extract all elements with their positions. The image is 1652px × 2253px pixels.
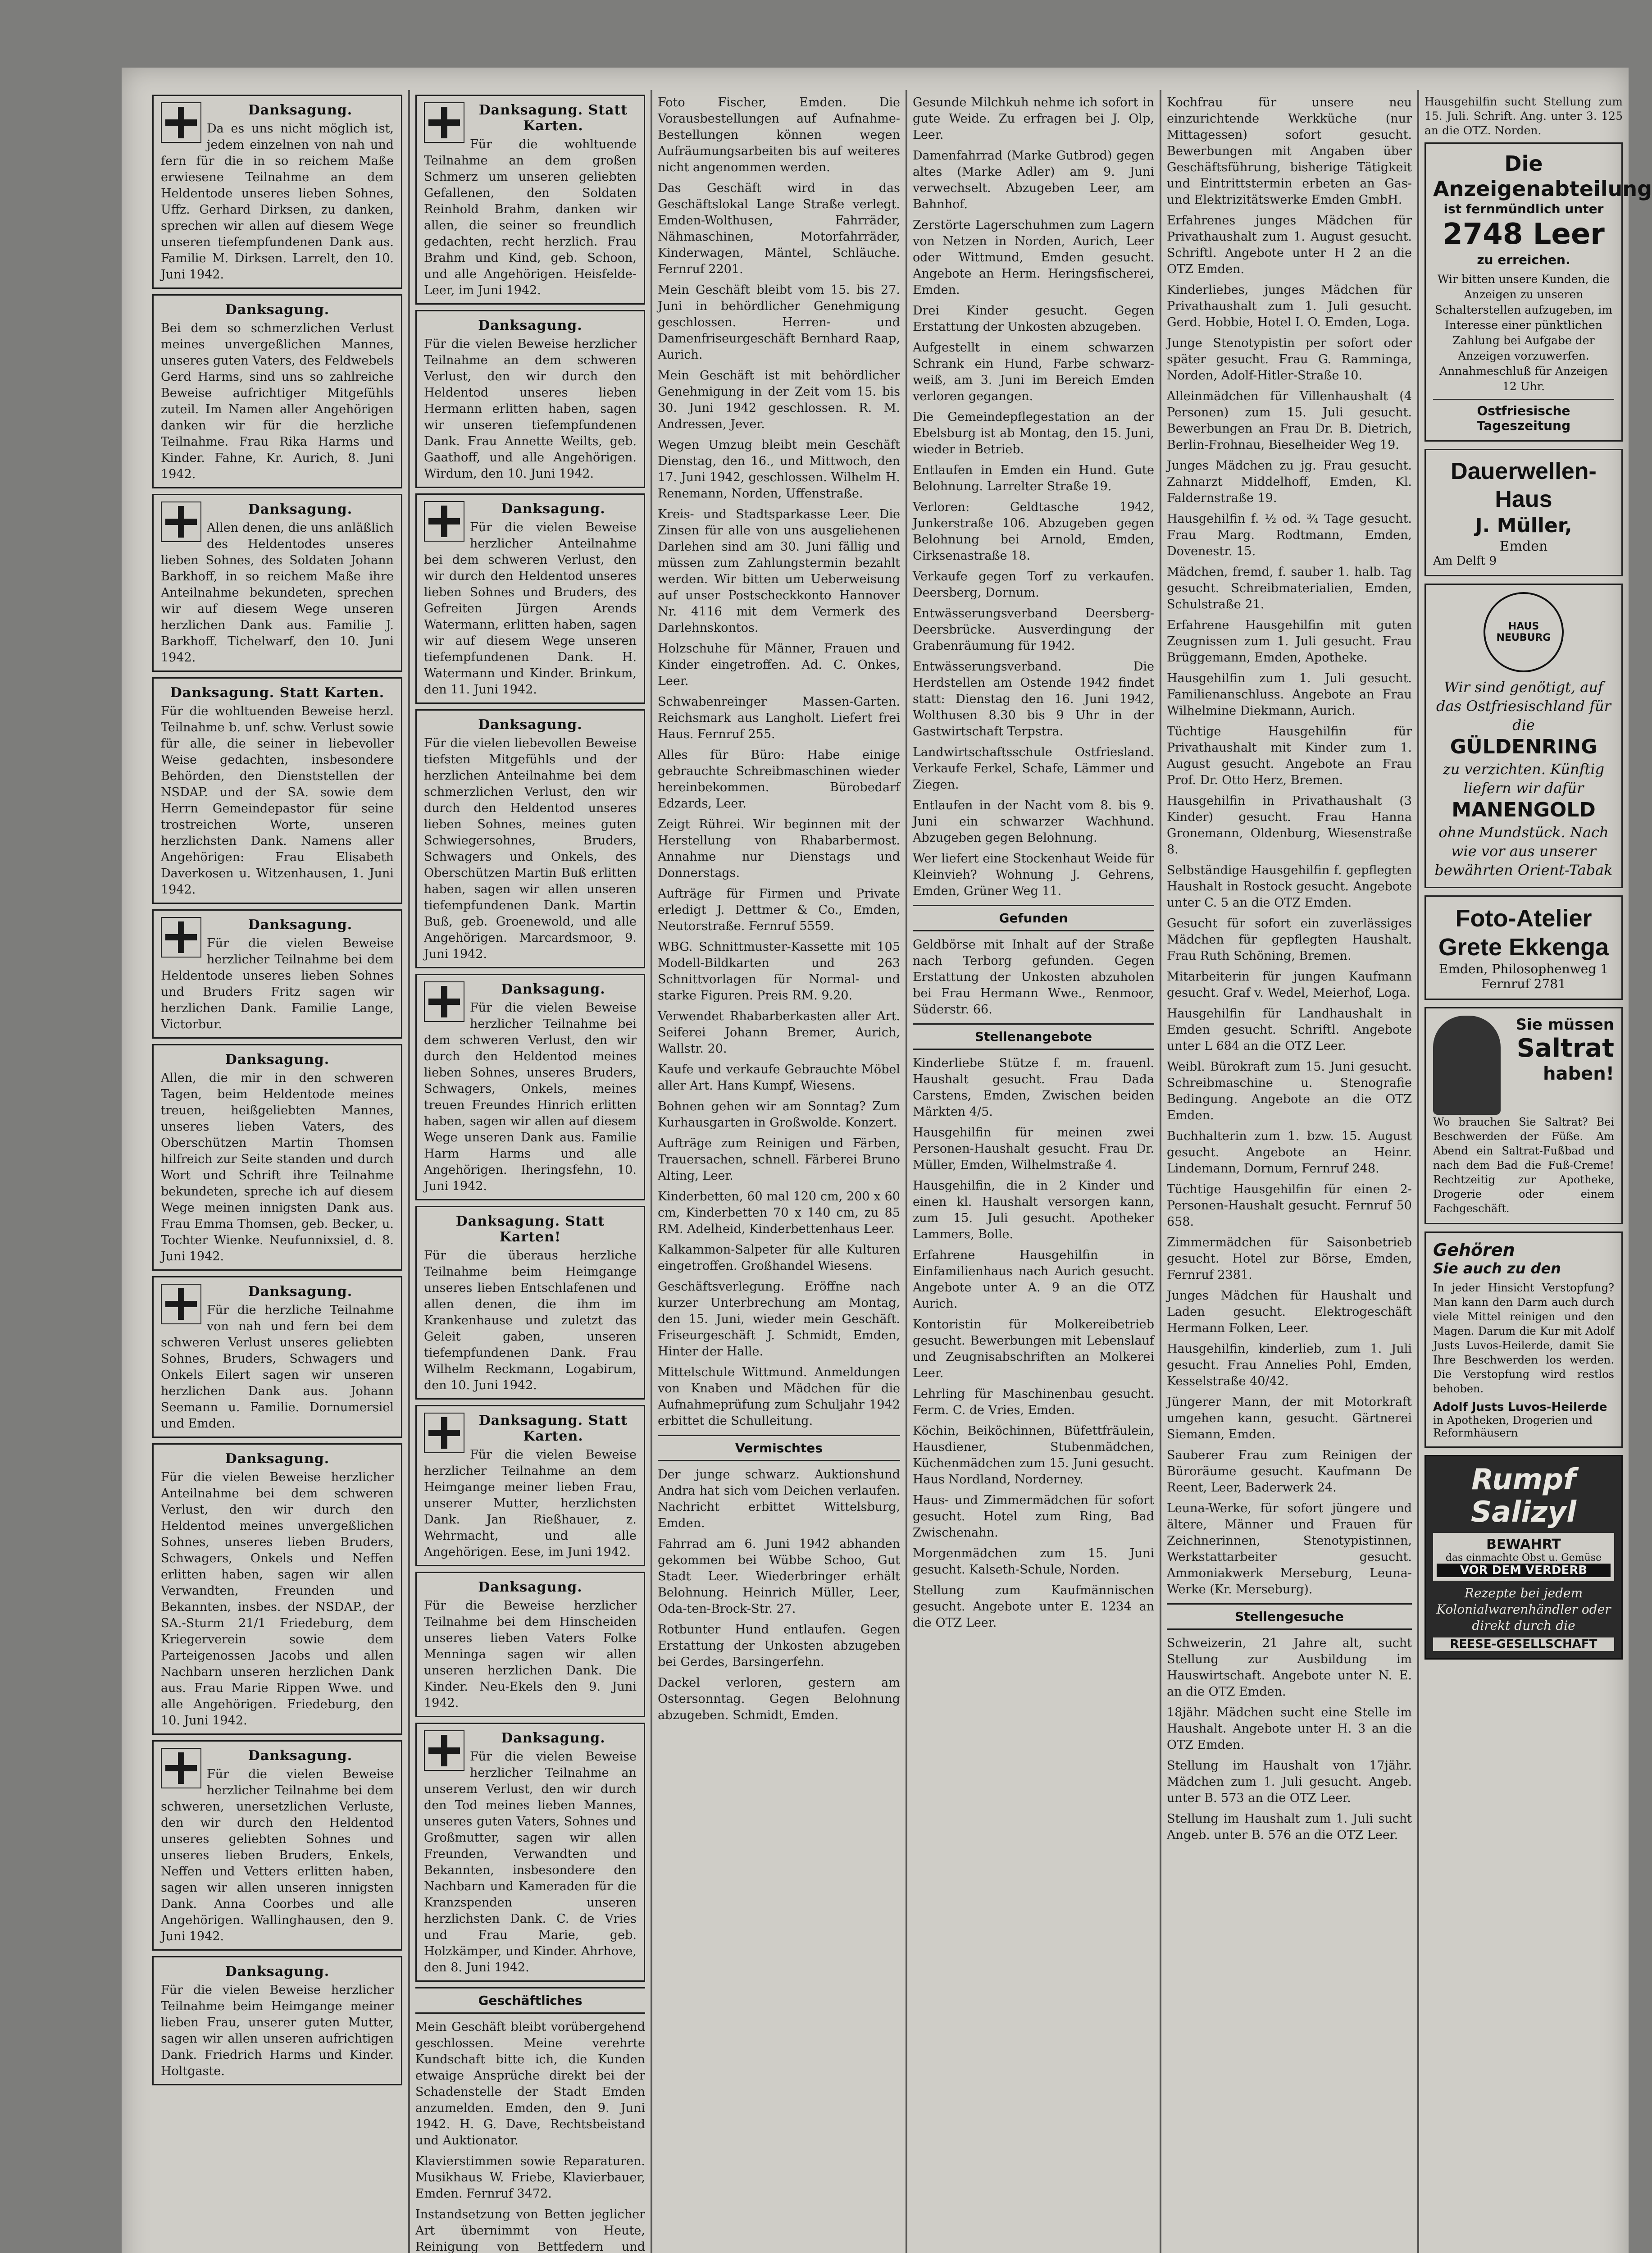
ad-box-title: Foto-Atelier [1455, 905, 1592, 932]
job-seekers-list [1167, 1635, 1412, 1843]
job-offers-list-2 [1167, 95, 1412, 1598]
ad-box-text: Wir sind genötigt, auf das Ostfriesischland für die [1436, 679, 1611, 734]
classified-ad: Mädchen, fremd, f. sauber 1. halb. Tag gesucht. Schreibmaterialien, Emden, Schulstraße 21. [1167, 565, 1412, 611]
phone-number: 2748 Leer [1443, 218, 1605, 251]
classified-ad: Aufgestellt in einem schwarzen Schrank ein Hund, Farbe schwarz-weiß, am 3. Juni im Bereich Emden verloren gegangen. [913, 341, 1154, 403]
ad-box-city: Emden [1499, 538, 1548, 554]
classified-ad: Gesunde Milchkuh nehme ich sofort in gute Weide. Zu erfragen bei J. Olp, Leer. [913, 96, 1154, 142]
classified-ad: Junges Mädchen für Haushalt und Laden gesucht. Elektrogeschäft Hermann Folken, Leer. [1167, 1289, 1412, 1335]
classified-ad: Foto Fischer, Emden. Die Vorausbestellungen auf Aufnahme-Bestellungen können wegen Aufräumungsarbeiten bis auf weiteres nicht angenommen werden. [658, 96, 900, 174]
column-jobs [1167, 95, 1412, 1848]
ad-box-title: Gehören [1433, 1240, 1515, 1260]
notice-text: Für die vielen Beweise herzlicher Teilnahme an unserem Verlust, den wir durch den Tod meines lieben Mannes, unseres guten Vaters, Sohnes und Großmutter, sagen wir allen Freunden, Verwandten und Bekannten, insbesondere den Nachbarn und Kameraden für die Kranzspenden unseren herzlichsten Dank. C. de Vries und Frau Marie, geb. Holzkämper, und Kinder. Ahrhove, den 8. Juni 1942. [424, 1750, 637, 1975]
miscellaneous-ads [658, 1467, 900, 1724]
ad-box-title: Grete Ekkenga [1438, 934, 1609, 961]
iron-cross-icon [424, 102, 464, 143]
thanks-notice [415, 493, 645, 704]
notice-title: Danksagung. [501, 501, 605, 517]
classified-ad: Sauberer Frau zum Reinigen der Büroräume gesucht. Kaufmann De Reent, Leer, Baderwerk 24. [1167, 1448, 1412, 1495]
brand-name: Salizyl [1470, 1496, 1577, 1529]
found-ad: Geldbörse mit Inhalt auf der Straße nach Terborg gefunden. Gegen Erstattung der Unkosten abzuholen bei Frau Hermann Wwe., Renmoor, Süderstr. 66. [913, 938, 1154, 1017]
notice-text: Für die vielen Beweise herzlicher Teilnahme an dem schweren Verlust, den wir durch den Heldentod unseres lieben Hermann erlitten haben, sagen wir unseren tiefempfundenen Dank. Frau Annette Weilts, geb. Gaathoff, und alle Angehörigen. Wirdum, den 10. Juni 1942. [424, 337, 637, 481]
notice-title: Danksagung. Statt Karten. [170, 685, 385, 701]
classified-ad: 18jähr. Mädchen sucht eine Stelle im Haushalt. Angebote unter H. 3 an die OTZ Emden. [1167, 1706, 1412, 1752]
classified-ad: Alleinmädchen für Villenhaushalt (4 Personen) zum 15. Juli gesucht. Bewerbungen an Frau Dr. B. Dietrich, Berlin-Frohnau, Bieselheider Weg 19. [1167, 389, 1412, 452]
ad-box-advertising-department [1424, 142, 1652, 442]
classified-ad: Entlaufen in der Nacht vom 8. bis 9. Juni ein schwarzer Wachhund. Abzugeben gegen Belohnung. [913, 798, 1154, 845]
notice-text: Für die Beweise herzlicher Teilnahme bei dem Hinscheiden unseres lieben Vaters Folke Menninga sagen wir allen unseren herzlichen Dank. Die Kinder. Neu-Ekels den 9. Juni 1942. [424, 1599, 637, 1710]
classified-ad: Zimmermädchen für Saisonbetrieb gesucht. Hotel zur Börse, Emden, Fernruf 2381. [1167, 1236, 1412, 1282]
classified-ad: Hausgehilfin in Privathaushalt (3 Kinder) gesucht. Frau Hanna Gronemann, Oldenburg, Wiesenstraße 8. [1167, 794, 1412, 857]
classified-ad: Erfahrene Hausgehilfin in Einfamilienhaus nach Aurich gesucht. Angebote unter A. 9 an die OTZ Aurich. [913, 1248, 1154, 1311]
classified-ad: Die Gemeindepflegestation an der Ebelsburg ist ab Montag, den 15. Juni, wieder in Betrieb. [913, 410, 1154, 456]
notice-text: Für die vielen Beweise herzlicher Teilnahme bei dem schweren, unersetzlichen Verluste, den wir durch den Heldentod unseres geliebten Sohnes und unseres lieben Bruders, Enkels, Neffen und Vetters erlitten haben, sagen wir allen unseren innigsten Dank. Anna Coorbes und alle Angehörigen. Wallinghausen, den 9. Juni 1942. [161, 1767, 394, 1943]
classified-ad: Kaufe und verkaufe Gebrauchte Möbel aller Art. Hans Kumpf, Wiesens. [658, 1063, 900, 1093]
ad-box-address: Am Delft 9 [1433, 554, 1497, 568]
notice-title: Danksagung. Statt Karten. [478, 102, 628, 134]
classified-ad: Hausgehilfin für Landhaushalt in Emden gesucht. Schriftl. Angebote unter L 684 an die OTZ Leer. [1167, 1007, 1412, 1053]
notices-list [913, 95, 1154, 899]
classified-ad: Verloren: Geldtasche 1942, Junkerstraße 106. Abzugeben gegen Belohnung bei Arnold, Emden, Cirksenastraße 18. [913, 500, 1154, 563]
classified-ad: Drei Kinder gesucht. Gegen Erstattung der Unkosten abzugeben. [913, 304, 1154, 334]
column-display-ads [1424, 95, 1652, 1667]
thanks-notice [415, 1572, 645, 1717]
notice-title: Danksagung. [225, 1052, 330, 1067]
brand-name: Rumpf [1471, 1463, 1576, 1496]
classified-ad: Hausgehilfin für meinen zwei Personen-Haushalt gesucht. Frau Dr. Müller, Emden, Wilhelmstraße 4. [913, 1126, 1154, 1172]
notice-text: Für die wohltuenden Beweise herzl. Teilnahme b. unf. schw. Verlust sowie für alle, die seiner in liebevoller Weise gedachten, insbesondere Behörden, den Dienststellen der NSDAP. und der SA. sowie dem Herrn Gemeindepastor für seine trostreichen Worte, unseren herzlichsten Dank. Namens aller Angehörigen: Frau Elisabeth Daverkosen u. Witzenhausen, 1. Juni 1942. [161, 704, 394, 897]
classified-ad: Fahrrad am 6. Juni 1942 abhanden gekommen bei Wübbe Schoo, Gut Stadt Leer. Wiederbringer erhält Belohnung. Heinrich Müller, Leer, Oda-ten-Brock-Str. 27. [658, 1537, 900, 1616]
classified-ad: Schweizerin, 21 Jahre alt, sucht Stellung zur Ausbildung im Hauswirtschaft. Angebote unter N. E. an die OTZ Emden. [1167, 1636, 1412, 1699]
notice-text: Für die herzliche Teilnahme von nah und fern bei dem schweren Verlust unseres geliebten Sohnes, Bruders, Schwagers und Onkels Eilert sagen wir unseren herzlichen Dank aus. Johann Seemann u. Familie. Dornumersiel und Emden. [161, 1303, 394, 1431]
notice-text: Für die vielen Beweise herzlicher Teilnahme an dem Heimgange meiner lieben Frau, unserer Mutter, herzlichsten Dank. Jan Rießhauer, z. Wehrmacht, und alle Angehörigen. Eese, im Juni 1942. [424, 1448, 637, 1559]
ad-box-text: Wo brauchen Sie Saltrat? Bei Beschwerden der Füße. Am Abend ein Saltrat-Fußbad und nach dem Bad die Fuß-Creme! Rechtzeitig zur Apotheke, Drogerie oder einem Fachgeschäft. [1433, 1116, 1614, 1215]
woman-illustration [1433, 1016, 1501, 1115]
ad-box-title: Sie auch zu den [1433, 1260, 1561, 1277]
classified-ad: Leuna-Werke, für sofort jüngere und ältere, Männer und Frauen für Zeichnerinnen, Stenotypistinnen, Werkstattarbeiter gesucht. Ammoniakwerk Merseburg, Leuna-Werke (Kr. Merseburg). [1167, 1501, 1412, 1596]
classified-ad: Bohnen gehen wir am Sonntag? Zum Kurhausgarten in Großwolde. Konzert. [658, 1099, 900, 1130]
classified-ad: Tüchtige Hausgehilfin für einen 2-Personen-Haushalt gesucht. Fernruf 50 658. [1167, 1182, 1412, 1229]
thanks-notice [152, 909, 402, 1039]
classified-ad: Mein Geschäft ist mit behördlicher Genehmigung in der Zeit vom 15. bis 30. Juni 1942 geschlossen. R. M. Andressen, Jever. [658, 369, 900, 431]
notice-title: Danksagung. [225, 1451, 330, 1467]
classified-ad: Mittelschule Wittmund. Anmeldungen von Knaben und Mädchen für die Aufnahmeprüfung zum Schuljahr 1942 erbittet die Schulleitung. [658, 1365, 900, 1428]
thanks-notice [415, 310, 645, 488]
classified-ad: Selbständige Hausgehilfin f. gepflegten Haushalt in Rostock gesucht. Angebote unter C. 5 an die OTZ Emden. [1167, 863, 1412, 910]
classified-ad: Schwabenreinger Massen-Garten. Reichsmark aus Langholt. Liefert frei Haus. Fernruf 255. [658, 695, 900, 741]
classified-ad: Jüngerer Mann, der mit Motorkraft umgehen kann, gesucht. Gärtnerei Siemann, Emden. [1167, 1395, 1412, 1441]
section-header-found: Gefunden [913, 905, 1154, 931]
classified-ad: Klavierstimmen sowie Reparaturen. Musikhaus W. Friebe, Klavierbauer, Emden. Fernruf 3472. [415, 2154, 645, 2201]
ad-box-line: zu erreichen. [1477, 252, 1570, 267]
notice-text: Für die vielen liebevollen Beweise tiefsten Mitgefühls und der herzlichen Anteilnahme bei dem schmerzlichen Verlust, den wir durch den Heldentod unseres lieben Sohnes, meines guten Schwiegersohnes, Bruders, Schwagers und Onkels, des Oberschützen Martin Buß erlitten haben, sagen wir allen unseren tiefempfundenen Dank. Martin Buß, geb. Groenewold, und alle Angehörigen. Marcardsmoor, 9. Juni 1942. [424, 736, 637, 961]
house-neuburg-logo: HAUS NEUBURG [1484, 592, 1564, 672]
classified-ad: Das Geschäft wird in das Geschäftslokal Lange Straße verlegt. Emden-Wolthusen, Fahrräder, Nähmaschinen, Motorfahrräder, Kinderwagen, Mäntel, Schläuche. Fernruf 2201. [658, 181, 900, 276]
iron-cross-icon [424, 1413, 464, 1453]
newspaper-page [122, 68, 1652, 2253]
ad-box-text: In jeder Hinsicht Verstopfung? Man kann den Darm auch durch viele Mittel reinigen und den Magen. Darum die Kur mit Adolf Justs Luvos-Heilerde, damit Sie Ihre Beschwerden los werden. Die Verstopfung wird restlos behoben. [1433, 1282, 1614, 1395]
ad-box-address: Emden, Philosophenweg 1 [1439, 962, 1608, 976]
notice-title: Danksagung. [248, 102, 353, 118]
classified-ad: Instandsetzung von Betten jeglicher Art übernimmt von Heute, Reinigung von Bettfedern und [415, 2207, 645, 2253]
ad-box-title: Die Anzeigenabteilung [1433, 151, 1652, 201]
notice-text: Allen, die mir in den schweren Tagen, beim Heldentode meines treuen, heißgeliebten Mannes, unseres lieben Vaters, des Oberschützen Martin Thomsen hilfreich zur Seite standen und durch Wort und Schrift ihre Teilnahme bekundeten, spreche ich auf diesem Wege meinen innigsten Dank aus. Frau Emma Thomsen, geb. Becker, u. Tochter Wienke. Neufunnixsiel, d. 8. Juni 1942. [161, 1071, 394, 1263]
brand-name: MANENGOLD [1452, 798, 1596, 821]
notice-text: Für die vielen Beweise herzlicher Teilnahme bei dem schweren Verlust, den wir durch den Heldentod meines lieben Sohnes, unseres Bruders, Schwagers, Onkels, meines treuen Freundes Hinrich erlitten haben, sagen wir allen auf diesem Wege unseren Dank aus. Familie Harm Harms und alle Angehörigen. Iheringsfehn, 10. Juni 1942. [424, 1001, 637, 1193]
notice-title: Danksagung. [248, 1284, 353, 1300]
column-thanks-1 [152, 95, 402, 2091]
classified-ad: Kontoristin für Molkereibetrieb gesucht. Bewerbungen mit Lebenslauf und Zeugnisabschriften an Molkerei Leer. [913, 1318, 1154, 1380]
ad-box-line: das einmachte Obst u. Gemüse [1445, 1552, 1602, 1564]
thanks-notice [415, 1723, 645, 1982]
classified-ad: Entwässerungsverband. Die Herdstellen am Ostende 1942 findet statt: Dienstag den 16. Juni 1942, Wolthusen 8.30 bis 9 Uhr in der Gastwirtschaft Terpstra. [913, 660, 1154, 739]
classified-ad: Kinderliebe Stütze f. m. frauenl. Haushalt gesucht. Frau Dada Carstens, Emden, Zwischen beiden Märkten 4/5. [913, 1056, 1154, 1119]
ad-box-saltrat [1424, 1007, 1623, 1224]
thanks-notice [152, 95, 402, 289]
notice-text: Für die überaus herzliche Teilnahme beim Heimgange unseres lieben Entschlafenen und allen denen, die ihm im Krankenhause und zuletzt das Geleit gaben, unseren tiefempfundenen Dank. Frau Wilhelm Reckmann, Logabirum, den 10. Juni 1942. [424, 1249, 637, 1392]
ad-box-salizyl [1424, 1455, 1623, 1660]
classified-ad: Köchin, Beiköchinnen, Büfettfräulein, Hausdiener, Stubenmädchen, Küchenmädchen zum 15. Juni gesucht. Haus Nordland, Norderney. [913, 1424, 1154, 1487]
classified-ad: Weibl. Bürokraft zum 15. Juni gesucht. Schreibmaschine u. Stenografie Bedingung. Angebote an die OTZ Emden. [1167, 1060, 1412, 1122]
classified-ad: Lehrling für Maschinenbau gesucht. Ferm. C. de Vries, Emden. [913, 1387, 1154, 1417]
thanks-notice [152, 1956, 402, 2085]
section-header-miscellaneous: Vermischtes [658, 1435, 900, 1461]
notice-title: Danksagung. [225, 302, 330, 318]
classified-ad: WBG. Schnittmuster-Kassette mit 105 Modell-Bildkarten und 263 Schnittvorlagen für Normal- und starke Figuren. Preis RM. 9.20. [658, 940, 900, 1003]
iron-cross-icon [161, 1748, 201, 1788]
ad-box-perm-salon [1424, 449, 1623, 576]
notice-text: Für die vielen Beweise herzlicher Anteilnahme bei dem schweren Verlust, den wir durch den Heldentod unseres lieben Sohnes und Bruders, des Gefreiten Jürgen Arends Watermann, erlitten haben, sagen wir auf diesem Wege unseren tiefempfundenen Dank. H. Watermann und Kinder. Brinkum, den 11. Juni 1942. [424, 520, 637, 697]
classified-ad: Stellung zum Kaufmännischen gesucht. Angebote unter E. 1234 an die OTZ Leer. [913, 1583, 1154, 1630]
thanks-notice [415, 95, 645, 305]
column-rule [651, 90, 652, 2253]
column-business [658, 95, 900, 1728]
thanks-notice [415, 709, 645, 968]
notice-title: Danksagung. [501, 1730, 605, 1746]
brand-name: GÜLDENRING [1450, 735, 1597, 758]
ad-box-title: Dauerwellen-Haus [1451, 458, 1597, 512]
ad-box-line: ist fernmündlich unter [1443, 201, 1604, 216]
classified-ad: Kreis- und Stadtsparkasse Leer. Die Zinsen für alle von uns ausgeliehenen Darlehen sind am 30. Juni fällig und müssen zum Zahlungstermin bezahlt werden. Wir bitten um Ueberweisung auf unser Postscheckkonto Hannover Nr. 4116 mit dem Vermerk des Darlehnskontos. [658, 507, 900, 635]
classified-ad: Wer liefert eine Stockenhaut Weide für Kleinvieh? Wohnung J. Gehrens, Emden, Grüner Weg 11. [913, 852, 1154, 898]
ad-box-footer: in Apotheken, Drogerien und Reformhäusern [1433, 1414, 1593, 1439]
classified-ad: Erfahrene Hausgehilfin mit guten Zeugnissen zum 1. Juli gesucht. Frau Brüggemann, Emden, Apotheke. [1167, 618, 1412, 665]
notice-title: Danksagung. [248, 1748, 353, 1764]
notice-text: Für die vielen Beweise herzlicher Teilnahme beim Heimgange meiner lieben Frau, unserer guten Mutter, sagen wir allen unseren aufrichtigen Dank. Friedrich Harms und Kinder. Holtgaste. [161, 1983, 394, 2078]
thanks-notice [152, 494, 402, 672]
ad-box-text: zu verzichten. Künftig liefern wir dafür [1443, 761, 1605, 797]
classified-ad: Aufträge zum Reinigen und Färben, Trauersachen, schnell. Färberei Bruno Alting, Leer. [658, 1136, 900, 1183]
notice-text: Für die vielen Beweise herzlicher Anteilnahme bei dem schweren Verlust, den wir durch den Heldentod meines unvergeßlichen Sohnes, unseres lieben Bruders, Schwagers, Onkels und Neffen erlitten haben, sagen wir allen Verwandten, Freunden und Bekannten, insbes. der NSDAP., der SA.-Sturm 21/1 Friedeburg, dem Kriegerverein sowie dem Parteigenossen Jacobs und allen Nachbarn unseren herzlichen Dank aus. Frau Marie Rippen Wwe. und alle Angehörigen. Friedeburg, den 10. Juni 1942. [161, 1470, 394, 1728]
notice-title: Danksagung. [478, 318, 583, 333]
classified-ad: Zerstörte Lagerschuhmen zum Lagern von Netzen in Norden, Aurich, Leer oder Wittmund, Emden gesucht. Angebote an Herm. Heringsfischerei, Emden. [913, 218, 1154, 297]
classified-ad: Entlaufen in Emden ein Hund. Gute Belohnung. Larrelter Straße 19. [913, 463, 1154, 493]
thanks-notice [152, 1276, 402, 1438]
ad-box-line: haben! [1543, 1063, 1614, 1084]
notice-text: Bei dem so schmerzlichen Verlust meines unvergeßlichen Mannes, unseres guten Vaters, des Feldwebels Gerd Harms, sind uns so zahlreiche Beweise aufrichtiger Mitgefühls zuteil. Im Namen aller Angehörigen danken wir für die herzliche Teilnahme. Frau Rika Harms und Kinder. Fahne, Kr. Aurich, 8. Juni 1942. [161, 321, 394, 481]
section-header-job-offers: Stellenangebote [913, 1023, 1154, 1050]
classified-ad: Morgenmädchen zum 15. Juni gesucht. Kalseth-Schule, Norden. [913, 1546, 1154, 1577]
column-notices [913, 95, 1154, 1636]
notice-title: Danksagung. [478, 717, 583, 733]
ad-box-phone: Fernruf 2781 [1481, 976, 1566, 991]
brand-name: Saltrat [1516, 1034, 1614, 1063]
column-rule [1160, 90, 1161, 2253]
notice-title: Danksagung. Statt Karten. [478, 1413, 628, 1444]
classified-ad: Mitarbeiterin für jungen Kaufmann gesucht. Graf v. Wedel, Meierhof, Loga. [1167, 970, 1412, 1000]
classified-ad: Stellung im Haushalt zum 1. Juli sucht Angeb. unter B. 576 an die OTZ Leer. [1167, 1812, 1412, 1842]
thanks-list [415, 95, 645, 1982]
ad-box-text: ohne Mundstück. Nach wie vor aus unserer bewährten Orient-Tabak [1434, 824, 1613, 879]
ad-box-footer: REESE-GESELLSCHAFT [1433, 1637, 1614, 1651]
ad-box-line: BEWAHRT [1486, 1537, 1561, 1552]
classified-ad: Kinderliebes, junges Mädchen für Privathaushalt zum 1. Juli gesucht. Gerd. Hobbie, Hotel I. O. Emden, Loga. [1167, 283, 1412, 329]
business-ads [415, 2019, 645, 2253]
classified-ad: Damenfahrrad (Marke Gutbrod) gegen altes (Marke Adler) am 9. Juni verwechselt. Abzugeben Leer, am Bahnhof. [913, 149, 1154, 211]
ad-box-healing-earth [1424, 1231, 1623, 1448]
thanks-notice [152, 1044, 402, 1271]
notice-title: Danksagung. Statt Karten! [455, 1213, 605, 1245]
ad-box-banner [1433, 1533, 1614, 1581]
classified-ad: Entwässerungsverband Deersberg-Deersbrücke. Ausverdingung der Grabenräumung für 1942. [913, 607, 1154, 653]
section-header-job-seekers: Stellengesuche [1167, 1603, 1412, 1630]
notice-text: Allen denen, die uns anläßlich des Heldentodes unseres lieben Sohnes, des Soldaten Johann Barkhoff, in so reichem Maße ihre Anteilnahme bekundeten, sprechen wir auf diesem Wege unseren herzlichen Dank aus. Familie J. Barkhoff. Tichelwarf, den 10. Juni 1942. [161, 521, 394, 665]
ad-box-cigarettes [1424, 584, 1623, 888]
classified-ad: Dackel verloren, gestern am Ostersonntag. Gegen Belohnung abzugeben. Schmidt, Emden. [658, 1676, 900, 1722]
notice-title: Danksagung. [225, 1964, 330, 1979]
small-ad: Hausgehilfin sucht Stellung zum 15. Juli. Schrift. Ang. unter 3. 125 an die OTZ. Norden. [1424, 95, 1623, 137]
iron-cross-icon [161, 102, 201, 143]
classified-ad: Mein Geschäft bleibt vom 15. bis 27. Juni in behördlicher Genehmigung geschlossen. Herren- und Damenfriseurgeschäft Bernhard Raap, Aurich. [658, 283, 900, 362]
classified-ad: Hausgehilfin zum 1. Juli gesucht. Familienanschluss. Angebote an Frau Wilhelmine Diekmann, Aurich. [1167, 671, 1412, 718]
iron-cross-icon [161, 1284, 201, 1324]
notice-title: Danksagung. [248, 502, 353, 517]
classified-ad: Tüchtige Hausgehilfin für Privathaushalt mit Kinder zum 1. August gesucht. Angebote an Frau Prof. Dr. Otto Herz, Bremen. [1167, 725, 1412, 787]
thanks-notice [152, 1740, 402, 1951]
classified-ad: Haus- und Zimmermädchen für sofort gesucht. Hotel zum Ring, Bad Zwischenahn. [913, 1493, 1154, 1540]
ad-box-line: VOR DEM VERDERB [1437, 1564, 1611, 1577]
iron-cross-icon [424, 1730, 464, 1771]
iron-cross-icon [424, 501, 464, 542]
classified-ad: Mein Geschäft bleibt vorübergehend geschlossen. Meine verehrte Kundschaft bitte ich, die Kunden etwaige Ansprüche direkt bei der Schadenstelle der Stadt Emden anzumelden. Emden, den 9. Juni 1942. H. G. Dave, Rechtsbeistand und Auktionator. [415, 2020, 645, 2148]
classified-ad: Aufträge für Firmen und Private erledigt J. Dettmer & Co., Emden, Neutorstraße. Fernruf 5559. [658, 887, 900, 933]
ad-box-line: Sie müssen [1515, 1016, 1614, 1034]
ad-box-text: Rezepte bei jedem Kolonialwarenhändler oder direkt durch die [1436, 1586, 1611, 1633]
notice-title: Danksagung. [248, 917, 353, 933]
classified-ad: Erfahrenes junges Mädchen für Privathaushalt zum 1. August gesucht. Schriftl. Angebote unter H 2 an die OTZ Emden. [1167, 214, 1412, 276]
notice-title: Danksagung. [501, 981, 605, 997]
iron-cross-icon [161, 502, 201, 542]
classified-ad: Geschäftsverlegung. Eröffne nach kurzer Unterbrechung am Montag, den 15. Juni, wieder mein Geschäft. Friseurgeschäft J. Schmidt, Emden, Hinter der Halle. [658, 1280, 900, 1359]
section-header-business: Geschäftliches [415, 1987, 645, 2014]
classified-ad: Hausgehilfin, kinderlieb, zum 1. Juli gesucht. Frau Annelies Pohl, Emden, Kesselstraße 40/42. [1167, 1342, 1412, 1388]
iron-cross-icon [424, 981, 464, 1022]
iron-cross-icon [161, 917, 201, 958]
business-ads-list [658, 95, 900, 1429]
classified-ad: Alles für Büro: Habe einige gebrauchte Schreibmaschinen wieder hereinbekommen. Bürobedarf Edzards, Leer. [658, 748, 900, 811]
thanks-notice [415, 1206, 645, 1400]
ad-box-name: J. Müller, [1475, 514, 1572, 537]
column-rule [906, 90, 907, 2253]
classified-ad: Holzschuhe für Männer, Frauen und Kinder eingetroffen. Ad. C. Onkes, Leer. [658, 642, 900, 688]
classified-ad: Hausgehilfin, die in 2 Kinder und einen kl. Haushalt versorgen kann, zum 15. Juli gesucht. Apotheker Lammers, Bolle. [913, 1179, 1154, 1241]
classified-ad: Kinderbetten, 60 mal 120 cm, 200 x 60 cm, Kinderbetten 70 x 140 cm, zu 85 RM. Adelheid, Kinderbettenhaus Leer. [658, 1190, 900, 1236]
thanks-notice [415, 1405, 645, 1566]
column-rule [408, 90, 410, 2253]
thanks-notice [152, 677, 402, 904]
ad-box-footer: Ostfriesische Tageszeitung [1433, 399, 1614, 433]
classified-ad: Junges Mädchen zu jg. Frau gesucht. Zahnarzt Middelhoff, Emden, Kl. Faldernstraße 19. [1167, 459, 1412, 505]
classified-ad: Zeigt Rührei. Wir beginnen mit der Herstellung von Rhabarbermost. Annahme nur Dienstags und Donnerstags. [658, 817, 900, 880]
ad-box-photo-studio [1424, 895, 1623, 1000]
notice-text: Für die wohltuende Teilnahme an dem großen Schmerz um unseren geliebten Gefallenen, den Soldaten Reinhold Brahm, danken wir allen, die seiner so freundlich gedachten, recht herzlich. Frau Brahm und Kind, geb. Schoon, und alle Angehörigen. Heisfelde-Leer, im Juni 1942. [424, 137, 637, 297]
thanks-notice [415, 974, 645, 1200]
classified-ad: Kochfrau für unsere neu einzurichtende Werkküche (nur Mittagessen) sofort gesucht. Bewerbungen mit Angaben über Geschäftsführung, bisherige Tätigkeit und Eintrittstermin erbeten an Gas- und Elektrizitätswerke Emden GmbH. [1167, 96, 1412, 207]
classified-ad: Hausgehilfin f. ½ od. ¾ Tage gesucht. Frau Marg. Rodtmann, Emden, Dovenestr. 15. [1167, 512, 1412, 558]
classified-ad: Kalkammon-Salpeter für alle Kulturen eingetroffen. Großhandel Wiesens. [658, 1243, 900, 1273]
classified-ad: Wegen Umzug bleibt mein Geschäft Dienstag, den 16., und Mittwoch, den 17. Juni 1942, geschlossen. Wilhelm H. Renemann, Norden, Uffenstraße. [658, 438, 900, 501]
notice-title: Danksagung. [478, 1579, 583, 1595]
job-offers-list [913, 1055, 1154, 1631]
thanks-notice [152, 1443, 402, 1735]
classified-ad: Gesucht für sofort ein zuverlässiges Mädchen für gepflegten Haushalt. Frau Ruth Schöning, Bremen. [1167, 917, 1412, 963]
classified-ad: Junge Stenotypistin per sofort oder später gesucht. Frau G. Ramminga, Norden, Adolf-Hitler-Straße 10. [1167, 336, 1412, 383]
classified-ad: Verkaufe gegen Torf zu verkaufen. Deersberg, Dornum. [913, 570, 1154, 600]
ad-box-text: Wir bitten unsere Kunden, die Anzeigen zu unseren Schalterstellen aufzugeben, im Interesse einer pünktlichen Zahlung bei Aufgabe der Anzeigen vorzuwerfen. Annahmeschluß für Anzeigen 12 Uhr. [1434, 273, 1613, 393]
notice-text: Für die vielen Beweise herzlicher Teilnahme bei dem Heldentode unseres lieben Sohnes und Bruders Fritz sagen wir herzlichen Dank. Familie Lange, Victorbur. [161, 936, 394, 1031]
ad-box-footer: Adolf Justs Luvos-Heilerde [1433, 1400, 1607, 1414]
classified-ad: Landwirtschaftsschule Ostfriesland. Verkaufe Ferkel, Schafe, Lämmer und Ziegen. [913, 745, 1154, 792]
classified-ad: Der junge schwarz. Auktionshund Andra hat sich vom Deichen verlaufen. Nachricht erbittet Wittelsburg, Emden. [658, 1468, 900, 1530]
column-thanks-2 [415, 95, 645, 2253]
column-rule [1417, 90, 1419, 2253]
thanks-notice [152, 294, 402, 488]
classified-ad: Verwendet Rhabarberkasten aller Art. Seiferei Johann Bremer, Aurich, Wallstr. 20. [658, 1009, 900, 1056]
notice-text: Da es uns nicht möglich ist, jedem einzelnen von nah und fern für die in so reichem Maße erwiesene Teilnahme an dem Heldentode unseres lieben Sohnes, Uffz. Gerhard Dirksen, zu danken, sprechen wir allen auf diesem Wege unseren tiefempfundenen Dank aus. Familie M. Dirksen. Larrelt, den 10. Juni 1942. [161, 122, 394, 282]
classified-ad: Rotbunter Hund entlaufen. Gegen Erstattung der Unkosten abzugeben bei Gerdes, Barsingerfehn. [658, 1623, 900, 1669]
classified-ad: Buchhalterin zum 1. bzw. 15. August gesucht. Angebote an Heinr. Lindemann, Dornum, Fernruf 248. [1167, 1129, 1412, 1176]
classified-ad: Stellung im Haushalt von 17jähr. Mädchen zum 1. Juli gesucht. Angeb. unter B. 573 an die OTZ Leer. [1167, 1759, 1412, 1805]
